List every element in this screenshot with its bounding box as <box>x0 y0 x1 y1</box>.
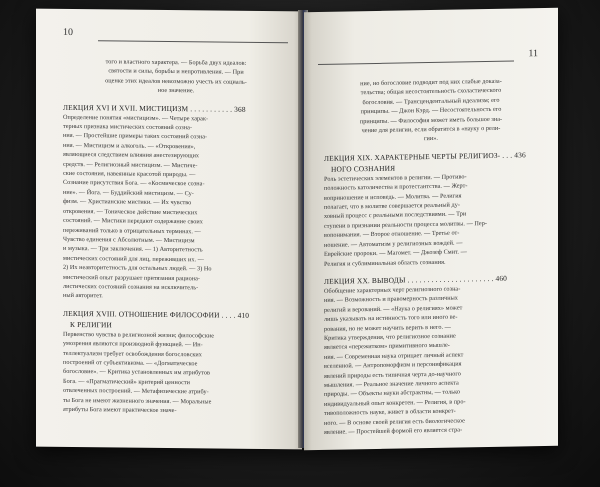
toc-line: ты Бога не имеют жизненного значения. — Моральные <box>63 396 212 406</box>
toc-line: Определение понятия «мистицизм». — Четыре харак- <box>63 113 209 123</box>
header-rule <box>318 61 514 65</box>
toc-line: Еврейские пророки. — Магомет. — Джозеф Смит. — <box>324 248 467 258</box>
toc-line: явлений природы есть типичная черта до-научного <box>324 370 461 380</box>
toc-line: ния. — Современная наука отрицает личный аспект <box>324 351 464 361</box>
toc-line: богословия. — Трансцендентальный идеализм; его <box>362 96 500 107</box>
lecture-heading-continued: К РЕЛИГИИ <box>70 319 112 330</box>
toc-line: принципы. — Философия может иметь большое зна- <box>359 115 503 125</box>
toc-line: природы. — Объекты науки абстрактны, — только <box>324 388 461 399</box>
toc-line: мистических состояний для лиц, переживших их. — <box>63 254 204 264</box>
toc-line: религий и верований. — «Наука о религиях» может <box>324 304 463 314</box>
toc-line: полагает, что в молитве совершается реальный ду- <box>324 201 460 211</box>
toc-line: построений от субъективизма. — «Догматическое <box>63 358 198 368</box>
toc-line: ховный процесс с реальными последствиями. — Три <box>324 210 467 221</box>
toc-line: отвлеченных построений. — Метафизические атрибу- <box>63 387 209 396</box>
toc-line: мистический опыт разрушает притязания рациона- <box>63 273 200 282</box>
toc-line: Роль эстетических элементов в религии. — Противо- <box>324 173 467 183</box>
toc-line: ния. — Простейшие примеры таких состояний созна- <box>63 132 208 141</box>
page-number: 11 <box>528 48 538 60</box>
toc-line: атрибуты Бога имеют практическое значе- <box>63 405 177 415</box>
toc-line: теллектуализм требует освобождения богословских <box>63 349 202 358</box>
lecture-heading: ЛЕКЦИЯ XVI И XVII. МИСТИЦИЗМ . . . . . . . . . . . 368 <box>63 102 246 114</box>
toc-line: физм. — Христианские мистики. — Их чувство <box>63 198 192 207</box>
lecture-heading: ЛЕКЦИЯ XX. ВЫВОДЫ . . . . . . . . . . . . . . . . . . . . . . 460 <box>324 273 508 286</box>
toc-line: ношение. — Автоматизм у религиозных вождей. — <box>324 239 463 249</box>
toc-line: явление. — Простейшей формой его является стра- <box>324 426 463 436</box>
right-page <box>304 8 558 450</box>
toc-line: святости и силы, борьбы и непротивления. — При <box>108 67 244 77</box>
toc-line: состояний. — Мистики передают содержание своих <box>63 216 203 226</box>
toc-line: ный авторитет. <box>63 292 103 300</box>
toc-line: тельства; общая несостоятельность схоластического <box>360 87 502 97</box>
toc-line: рования, но не может научить верить в него. — <box>324 323 451 333</box>
toc-line: чение для религии, если обратится в «науку о рели- <box>361 124 501 135</box>
toc-line: ния. — Возможность и правомерность различных <box>324 294 458 305</box>
toc-line: принципы. — Джон Кэрд. — Несостоятельность его <box>360 105 502 116</box>
toc-line: являющиеся следствием влияния анестезирующих <box>63 151 200 160</box>
toc-line: ное значение. <box>157 87 195 95</box>
toc-line: воприношение и исповедь. — Молитва. — Религия <box>324 192 462 202</box>
lecture-heading-continued: НОГО СОЗНАНИЯ <box>331 163 396 174</box>
toc-line: вопонимания. — Второе отношение. — Третье от- <box>324 229 460 240</box>
toc-line: терных признака мистических состояний созна- <box>63 122 193 132</box>
toc-line: ступени в признании реальности процесса молитвы. — Пер- <box>324 219 487 230</box>
toc-line: того и властного характера. — Борьба двух идеалов: <box>105 58 247 67</box>
toc-line: положность католичества и протестантства. — Жерт- <box>324 182 468 193</box>
toc-line: Религия и сублиминальная область сознания. <box>324 258 446 268</box>
header-rule <box>98 40 288 43</box>
toc-line: средств. — Религиозный мистицизм. — Мистиче- <box>63 160 198 169</box>
toc-line: переживаний только в отрицательных терминах. — <box>63 226 201 235</box>
table-of-contents-text <box>63 57 289 417</box>
toc-line: оценке этих идеалов невозможно учесть их социаль- <box>105 77 247 86</box>
left-page <box>36 9 302 450</box>
toc-line: вселенной. — Антропоморфизм и персонификация <box>324 360 462 371</box>
toc-line: Бога. — «Прагматический» критерий ценности <box>63 377 191 387</box>
toc-line: лишь указывать на истинность того или иного ве- <box>324 313 458 323</box>
toc-line: 2) Их неавторитетность для остальных людей. — 3) Но <box>63 264 212 273</box>
toc-line: индивидуальный опыт конкретен. — Религия, в про- <box>324 398 466 408</box>
toc-line: ние, но богословие подводит под них слабые доказа- <box>360 77 502 88</box>
toc-line: откровения. — Тоническое действие мистических <box>63 207 198 216</box>
toc-line: и музыка. — Три заключения. — 1) Авторитетность <box>63 245 203 254</box>
toc-line: ния. — Мистицизм и алкоголь. — «Откровения», <box>63 141 196 151</box>
toc-line: Обобщение характерных черт религиозного созна- <box>324 285 461 295</box>
toc-line: Чувство единения с Абсолютным. — Мистицизм <box>63 235 195 245</box>
open-book <box>36 10 558 448</box>
toc-line: Первенство чувства в религиозной жизни; философские <box>63 330 215 340</box>
lecture-heading: ЛЕКЦИЯ XVIII. ОТНОШЕНИЕ ФИЛОСОФИИ . . . . 410 <box>63 308 250 320</box>
lecture-heading: ЛЕКЦИЯ XIX. ХАРАКТЕРНЫЕ ЧЕРТЫ РЕЛИГИОЗ- . . . 436 <box>324 150 526 163</box>
page-number: 10 <box>63 26 73 38</box>
toc-line: ние». — Йога. — Буддийский мистицизм. — Су- <box>63 188 194 198</box>
toc-line: мышления. — Реальное значение личного аспекта <box>324 379 459 389</box>
toc-line: ские состояния, навеянные красотой природы. — <box>63 169 196 179</box>
toc-line: гии». <box>423 135 439 143</box>
toc-line: Критика утверждения, что религиозное сознание <box>324 332 456 342</box>
toc-line: тивоположность науке, живет в области конкрет- <box>324 407 456 418</box>
table-of-contents-text <box>324 76 538 437</box>
toc-line: богословие». — Критика установленных им атрибутов <box>63 368 210 377</box>
toc-line: ного. — В основе своей религия есть биологическое <box>324 417 465 427</box>
toc-line: Сознание присутствия Бога. — «Космическое созна- <box>63 179 205 188</box>
toc-line: умозрения являются производной функцией. — Ин- <box>63 340 203 349</box>
toc-line: является «пережитком» примитивного мышле- <box>324 342 450 352</box>
toc-line: листических состояний сознания на исключитель- <box>63 282 199 292</box>
